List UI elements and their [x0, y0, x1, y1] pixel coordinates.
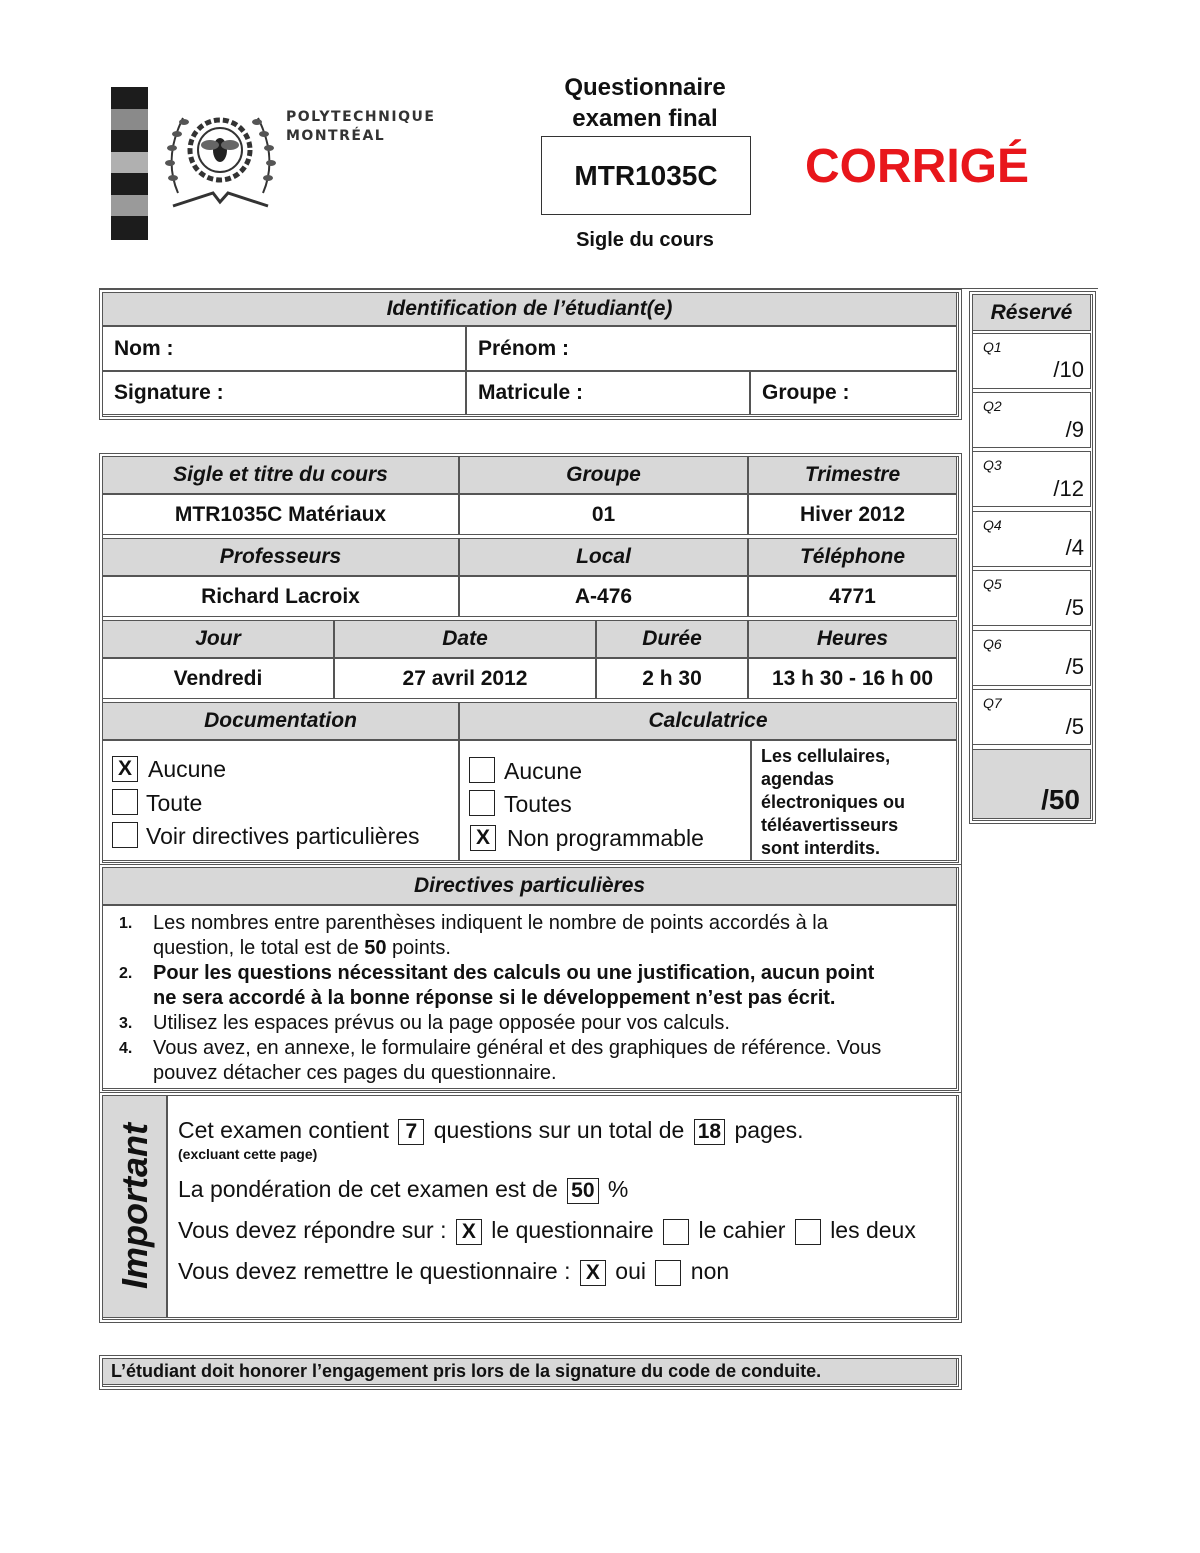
header-trimestre: Trimestre [748, 456, 957, 494]
course-code-label: Sigle du cours [576, 229, 714, 251]
reserve-q7-score: /5 [1065, 714, 1084, 739]
answer-questionnaire-checkbox[interactable]: X [456, 1219, 482, 1245]
header-date: Date [334, 620, 596, 658]
header-groupe: Groupe [459, 456, 748, 494]
exam-day: Vendredi [102, 658, 334, 699]
corrige-stamp: CORRIGÉ [805, 140, 1030, 193]
calculatrice-toutes-label: Toutes [504, 791, 572, 817]
documentation-toute-checkbox[interactable] [112, 789, 138, 815]
header-heures: Heures [748, 620, 957, 658]
important-label: Important [114, 1123, 155, 1289]
reserve-q3-label: Q3 [983, 457, 1002, 473]
course-group: 01 [459, 494, 748, 535]
reserve-q6-score: /5 [1065, 654, 1084, 679]
documentation-voir-checkbox[interactable] [112, 822, 138, 848]
return-non-checkbox[interactable] [655, 1260, 681, 1286]
course-term: Hiver 2012 [748, 494, 957, 535]
logo-wordmark: POLYTECHNIQUE MONTRÉAL [286, 109, 436, 144]
calculatrice-aucune-checkbox[interactable] [469, 757, 495, 783]
documentation-aucune-label: Aucune [148, 756, 227, 782]
page-count-note: (excluant cette page) [178, 1146, 318, 1162]
reserve-q3-score: /12 [1053, 476, 1084, 501]
header-duree: Durée [596, 620, 748, 658]
directive-item: 2. Pour les questions nécessitant des calculs ou une justification, aucun point ne sera accordé à la bonne réponse si le développement n’est pas écrit. [119, 962, 875, 1009]
directive-item: 3. Utilisez les espaces prévus ou la page opposée pour vos calculs. [119, 1012, 730, 1034]
course-title: MTR1035C Matériaux [102, 494, 459, 535]
reserve-q4-score: /4 [1065, 535, 1084, 560]
prenom-field[interactable]: Prénom : [466, 326, 957, 371]
exam-duration: 2 h 30 [596, 658, 748, 699]
calculatrice-non-programmable-checkbox[interactable]: X [470, 825, 496, 851]
reserve-q1-label: Q1 [983, 339, 1002, 355]
header-documentation: Documentation [102, 702, 459, 740]
important-line-weight: La pondération de cet examen est de 50 % [178, 1176, 629, 1202]
document-title: Questionnaire examen final [564, 74, 726, 132]
professor-name: Richard Lacroix [102, 576, 459, 617]
header-calculatrice: Calculatrice [459, 702, 957, 740]
identification-heading: Identification de l’étudiant(e) [102, 292, 957, 326]
answer-cahier-checkbox[interactable] [663, 1219, 689, 1245]
calculatrice-non-programmable-label: Non programmable [507, 825, 704, 851]
reserve-q5-label: Q5 [983, 576, 1002, 592]
header-professeurs: Professeurs [102, 538, 459, 576]
signature-field[interactable]: Signature : [102, 371, 466, 415]
groupe-field[interactable]: Groupe : [750, 371, 957, 415]
header-sigle-titre: Sigle et titre du cours [102, 456, 459, 494]
answer-les-deux-checkbox[interactable] [795, 1219, 821, 1245]
weight-box: 50 [567, 1178, 598, 1204]
conduct-code-notice: L’étudiant doit honorer l’engagement pris lors de la signature du code de conduite. [102, 1358, 957, 1385]
important-line-return: Vous devez remettre le questionnaire : X oui non [178, 1258, 730, 1284]
phone-extension: 4771 [748, 576, 957, 617]
header-local: Local [459, 538, 748, 576]
exam-date: 27 avril 2012 [334, 658, 596, 699]
documentation-toute-label: Toute [146, 790, 203, 816]
important-line-answer: Vous devez répondre sur : X le questionnaire le cahier les deux [178, 1217, 916, 1243]
header-telephone: Téléphone [748, 538, 957, 576]
nom-field[interactable]: Nom : [102, 326, 466, 371]
page-count-box: 18 [694, 1119, 725, 1145]
exam-hours: 13 h 30 - 16 h 00 [748, 658, 957, 699]
reserve-total: /50 [972, 749, 1091, 819]
reserve-heading: Réservé [972, 294, 1091, 331]
calculatrice-aucune-label: Aucune [504, 758, 583, 784]
reserve-q7-label: Q7 [983, 695, 1002, 711]
documentation-aucune-checkbox[interactable]: X [112, 756, 138, 782]
directive-item: 1. Les nombres entre parenthèses indiquent le nombre de points accordés à la question, le total est de 50 points. [119, 912, 828, 959]
header-jour: Jour [102, 620, 334, 658]
question-count-box: 7 [398, 1119, 424, 1145]
reserve-q2-label: Q2 [983, 398, 1002, 414]
course-code-box: MTR1035C [541, 136, 751, 215]
room-number: A-476 [459, 576, 748, 617]
reserve-q2-score: /9 [1065, 417, 1084, 442]
reserve-q6-label: Q6 [983, 636, 1002, 652]
matricule-field[interactable]: Matricule : [466, 371, 750, 415]
important-line-pages: Cet examen contient 7 questions sur un total de 18 pages. [178, 1117, 804, 1143]
calculatrice-toutes-checkbox[interactable] [469, 790, 495, 816]
device-notice: Les cellulaires, agendas électroniques ou téléavertisseurs sont interdits. [761, 746, 906, 858]
directives-heading: Directives particulières [102, 867, 957, 905]
directive-item: 4. Vous avez, en annexe, le formulaire général et des graphiques de référence. Vous pouvez détacher ces pages du questionnaire. [119, 1037, 882, 1084]
reserve-q5-score: /5 [1065, 595, 1084, 620]
documentation-voir-label: Voir directives particulières [146, 823, 420, 849]
directives-list [117, 911, 947, 1086]
reserve-q4-label: Q4 [983, 517, 1002, 533]
return-oui-checkbox[interactable]: X [580, 1260, 606, 1286]
seal-icon [158, 98, 283, 223]
reserve-q1-score: /10 [1053, 357, 1084, 382]
